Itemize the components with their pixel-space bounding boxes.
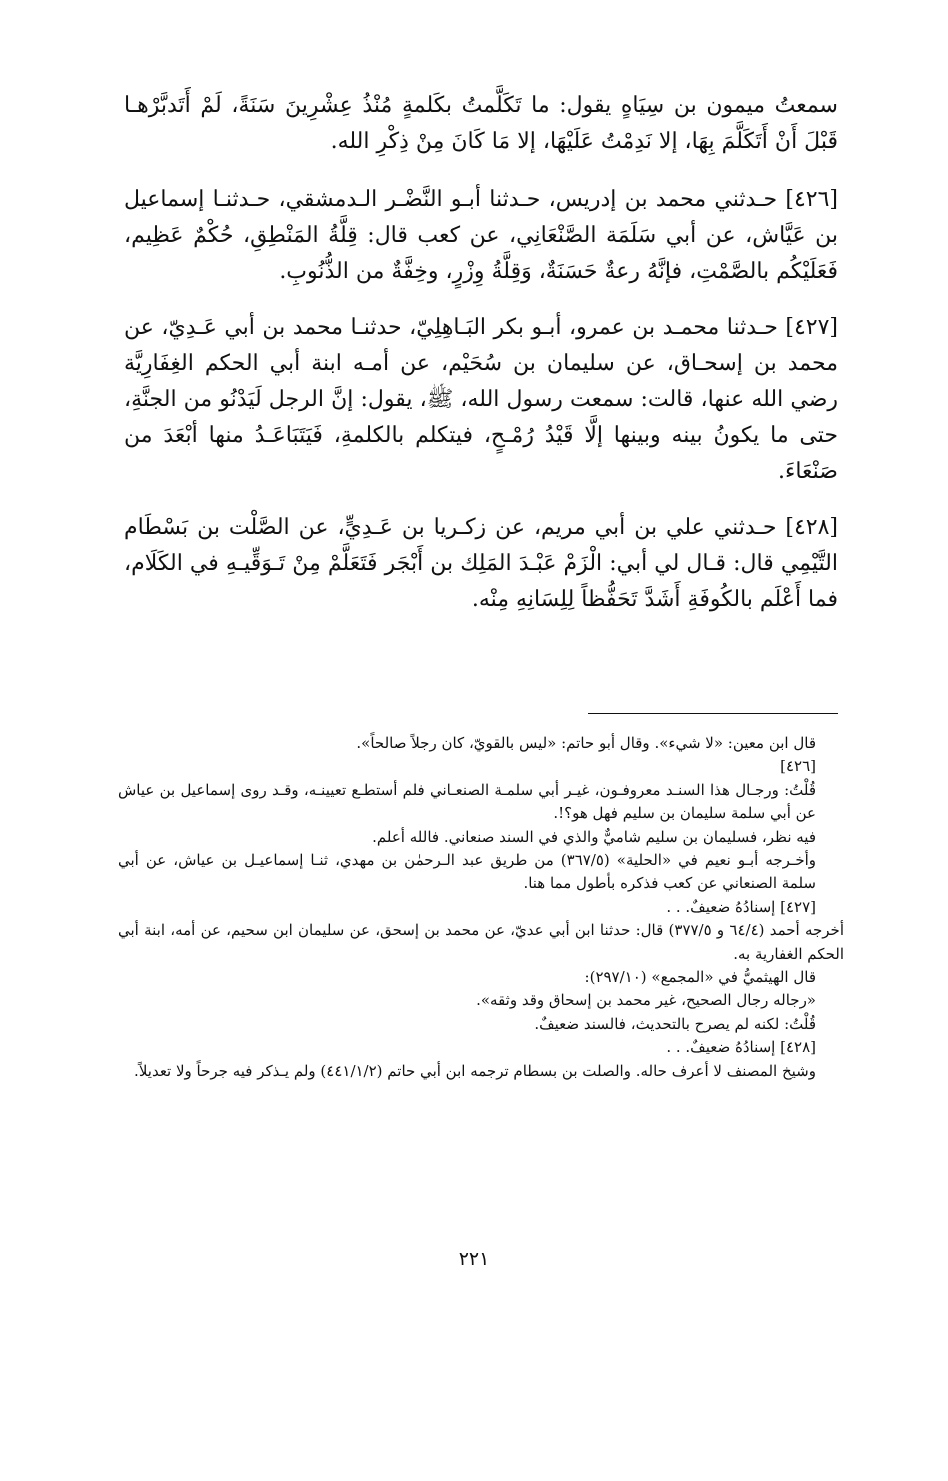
footnote-heading-428: [٤٢٨] إسنادُهُ ضعيفٌ. . . [666, 1038, 816, 1057]
footnote-heading-426: [٤٢٦] [780, 757, 816, 776]
footnote-line: قُلْتُ: لكنه لم يصرح بالتحديث، فالسند ضعيفٌ. [534, 1014, 816, 1033]
footnote-line: قُلْتُ: ورجـال هذا السنـد معروفـون، غيـر أبي سلمـة الصنعـاني فلم أستطـع تعيينـه، وقـد روى إسماعيل بن عياش عن أبي سلمة سليمان بن سليم فهل هو؟!. [118, 780, 816, 823]
paragraph-intro: سمعتُ ميمون بن سِيَاهٍ يقول: ما تَكَلَّمتُ بكَلمةٍ مُنْذُ عِشْرِينَ سَنَةً، لَمْ أَتَدبَّرْهـا قَبْلَ أَنْ أَتَكَلَّمَ بِهَا، إلا نَدِمْتُ عَلَيْهَا، إلا مَا كَانَ مِنْ ذِكْرِ الله. [124, 93, 838, 154]
footnote-line: فيه نظر، فسليمان بن سليم شاميٌّ والذي في السند صنعاني. فالله أعلم. [372, 827, 816, 846]
footnote-line: قال الهيثميُّ في «المجمع» (٢٩٧/١٠): [584, 968, 816, 987]
footnote-quote: «رجاله رجال الصحيح، غير محمد بن إسحاق وقد وثقه». [476, 991, 816, 1010]
footnote-line: وشيخ المصنف لا أعرف حاله. والصلت بن بسطام ترجمه ابن أبي حاتم (٤٤١/١/٢) ولم يـذكر فيه جرحاً ولا تعديلاً. [134, 1061, 816, 1080]
footnotes [118, 732, 844, 1083]
paragraph-426: [٤٢٦] حـدثني محمد بن إدريس، حـدثنا أبـو النَّضْـر الـدمشقي، حـدثنـا إسماعيل بن عَيَّاش، عن أبي سَلَمَة الصَّنْعَانِي، عن كعب قال: قِلَّةُ المَنْطِقِ، حُكْمٌ عَظِيم، فَعَلَيْكُم بالصَّمْتِ، فإنَّهُ رعةٌ حَسَنَةٌ، وَقِلَّةُ وِزْرٍ، وخِفَّةٌ من الذُّنُوبِ. [124, 187, 838, 284]
main-text [124, 88, 838, 638]
footnote-line: قال ابن معين: «لا شيء». وقال أبو حاتم: «ليس بالقويّ، كان رجلاً صالحاً». [356, 734, 816, 752]
page-number: ٢٢١ [458, 1248, 490, 1270]
footnote-line: وأخـرجه أبـو نعيم في «الحلية» (٣٦٧/٥) من طريق عبد الـرحمٰن بن مهدي، ثنـا إسماعيـل بن عياش، عن أبي سلمة الصنعاني عن كعب فذكره بأطول مما هنا. [118, 851, 817, 893]
footnote-separator [588, 713, 838, 714]
footnote-heading-427: [٤٢٧] إسنادُهُ ضعيفٌ. . . [666, 897, 816, 916]
paragraph-428: [٤٢٨] حـدثني علي بن أبي مريم، عن زكـريا بن عَـدِيٍّ، عن الصَّلْت بن بَسْطَام التَّيْمِي قال: قـال لي أبي: الْزَمْ عَبْـدَ المَلِك بن أَبْجَر فَتَعَلَّمْ مِنْ تَـوَقِّيـهِ في الكَلَام، فما أَعْلَم بالكُوفَةِ أَشَدَّ تَحَفُّظاً لِلِسَانِهِ مِنْه. [124, 515, 838, 612]
paragraph-427: [٤٢٧] حـدثنا محمـد بن عمرو، أبـو بكر البَـاهِلِيّ، حدثنـا محمد بن أبي عَـدِيّ، عن محمد بن إسحـاق، عن سليمان بن سُحَيْم، عن أمـه ابنة أبي الحكم الغِفَارِيَّة رضي الله عنها، قالت: سمعت رسول الله، ﷺ، يقول: إنَّ الرجل لَيَدْنُو من الجنَّةِ، حتى ما يكونُ بينه وبينها إلَّا قَيْدُ رُمْـحٍ، فيتكلم بالكلمةِ، فَيَتَبَاعَـدُ منها أبْعَدَ من صَنْعَاءَ. [124, 315, 838, 484]
footnote-line: أخرجه أحمد (٦٤/٤ و ٣٧٧/٥) قال: حدثنا ابن أبي عديّ، عن محمد بن إسحق، عن سليمان ابن سحيم، عن أمه، ابنة أبي الحكم الغفارية به. [118, 921, 844, 963]
